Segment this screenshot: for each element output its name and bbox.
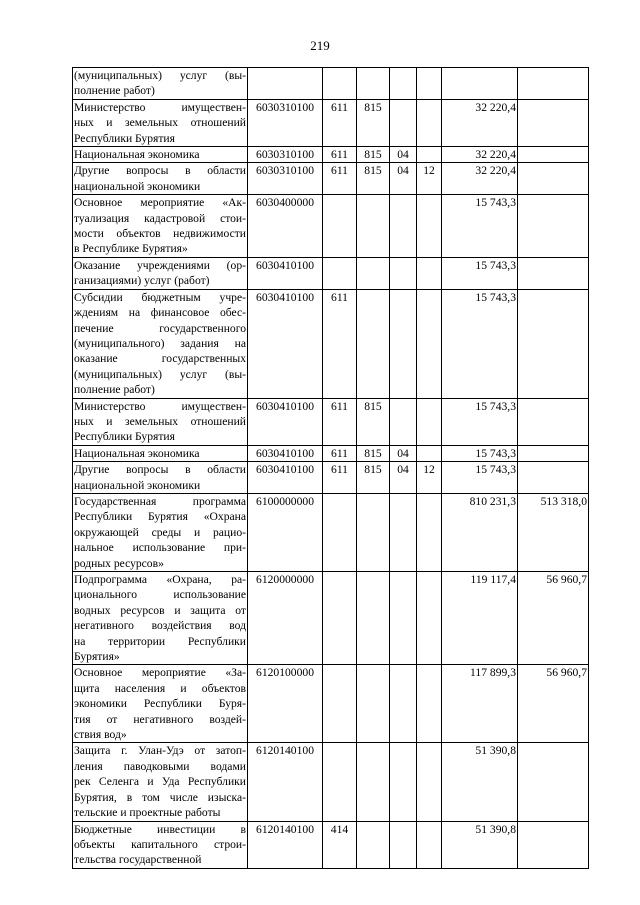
cell-section: 04 (390, 147, 417, 163)
cell-line: ных и земельных отношений (74, 414, 246, 428)
cell-ministry-code: 815 (357, 398, 390, 445)
cell-amount-federal (518, 821, 589, 868)
cell-amount-federal: 513 318,0 (518, 493, 589, 571)
cell-section (390, 68, 417, 100)
cell-subsection (417, 398, 442, 445)
cell-section (390, 257, 417, 289)
cell-line: национальной экономики (74, 478, 201, 492)
cell-subsection (417, 821, 442, 868)
cell-line: (муниципальных) услуг (вы- (74, 367, 246, 381)
cell-line: ционального использование (74, 588, 246, 602)
cell-subsection (417, 257, 442, 289)
table-row (73, 398, 589, 445)
table-row (73, 68, 589, 100)
cell-subsection (417, 99, 442, 146)
cell-target-code: 6030310100 (248, 147, 323, 163)
cell-target-code: 6120140100 (248, 821, 323, 868)
cell-target-code: 6030400000 (248, 195, 323, 258)
cell-ministry-code (357, 68, 390, 100)
cell-line: ных и земельных отношений (74, 116, 246, 130)
cell-amount-federal (518, 99, 589, 146)
table-row (73, 493, 589, 571)
cell-expense-type: 611 (323, 289, 357, 398)
cell-line: Министерство имуществен- (74, 399, 246, 413)
cell-line: мости объектов недвижимости (74, 227, 246, 241)
cell-line: Бурятия» (74, 650, 120, 664)
cell-ministry-code (357, 572, 390, 665)
cell-line: печение государственного (74, 321, 246, 335)
cell-line: экономики Республики Буря- (74, 697, 246, 711)
cell-section (390, 572, 417, 665)
cell-amount-federal (518, 398, 589, 445)
cell-amount: 15 743,3 (442, 462, 518, 494)
cell-amount-federal (518, 163, 589, 195)
cell-line: водных ресурсов и защита от (74, 603, 246, 617)
cell-target-code: 6030410100 (248, 462, 323, 494)
cell-line: национальной экономики (74, 179, 201, 193)
cell-ministry-code: 815 (357, 445, 390, 461)
cell-section: 04 (390, 163, 417, 195)
cell-line: оказание государственных (74, 352, 246, 366)
cell-subsection (417, 289, 442, 398)
page-number: 219 (310, 38, 330, 53)
cell-expense-type (323, 257, 357, 289)
cell-amount (442, 68, 518, 100)
cell-amount-federal (518, 743, 589, 821)
cell-subsection (417, 493, 442, 571)
cell-line: полнение работ) (74, 383, 155, 397)
table-row (73, 743, 589, 821)
cell-subsection (417, 572, 442, 665)
cell-name (73, 163, 248, 195)
cell-amount: 810 231,3 (442, 493, 518, 571)
cell-expense-type (323, 68, 357, 100)
cell-line: Государственная программа (74, 494, 246, 508)
cell-line: туализация кадастровой стои- (74, 211, 246, 225)
cell-line: Республики Бурятия (74, 430, 175, 444)
cell-amount-federal: 56 960,7 (518, 572, 589, 665)
cell-line: объекты капитального строи- (74, 837, 246, 851)
cell-line: тельские и проектные работы (74, 806, 221, 820)
cell-line: Оказание учреждениями (ор- (74, 258, 246, 272)
cell-expense-type (323, 195, 357, 258)
cell-name (73, 743, 248, 821)
cell-subsection (417, 195, 442, 258)
cell-ministry-code: 815 (357, 147, 390, 163)
cell-subsection (417, 147, 442, 163)
cell-subsection (417, 665, 442, 743)
cell-name (73, 99, 248, 146)
cell-amount: 15 743,3 (442, 398, 518, 445)
cell-amount: 15 743,3 (442, 257, 518, 289)
cell-name (73, 665, 248, 743)
cell-line: тельства государственной (74, 853, 202, 867)
cell-subsection: 12 (417, 163, 442, 195)
cell-amount-federal: 56 960,7 (518, 665, 589, 743)
cell-section (390, 99, 417, 146)
cell-target-code: 6030310100 (248, 163, 323, 195)
cell-section (390, 398, 417, 445)
cell-line: Национальная экономика (74, 446, 200, 460)
cell-target-code: 6120100000 (248, 665, 323, 743)
cell-amount: 32 220,4 (442, 99, 518, 146)
cell-line: ждениям на финансовое обес- (74, 306, 246, 320)
cell-amount-federal (518, 257, 589, 289)
cell-line: (муниципального) задания на (74, 336, 246, 350)
cell-section (390, 743, 417, 821)
cell-line: нальное использование при- (74, 541, 246, 555)
cell-line: ганизациями) услуг (работ) (74, 274, 210, 288)
cell-line: Другие вопросы в области (74, 463, 246, 477)
cell-expense-type: 611 (323, 445, 357, 461)
cell-ministry-code: 815 (357, 99, 390, 146)
cell-ministry-code (357, 257, 390, 289)
cell-expense-type (323, 572, 357, 665)
cell-name (73, 147, 248, 163)
cell-subsection: 12 (417, 462, 442, 494)
cell-ministry-code (357, 821, 390, 868)
cell-name (73, 257, 248, 289)
table-row (73, 572, 589, 665)
cell-target-code: 6120000000 (248, 572, 323, 665)
table-row (73, 462, 589, 494)
cell-line: Министерство имуществен- (74, 100, 246, 114)
cell-line: (муниципальных) услуг (вы- (74, 69, 246, 82)
cell-section (390, 665, 417, 743)
table-row (73, 195, 589, 258)
cell-expense-type (323, 493, 357, 571)
cell-amount: 119 117,4 (442, 572, 518, 665)
cell-amount: 32 220,4 (442, 147, 518, 163)
cell-expense-type: 611 (323, 99, 357, 146)
cell-line: тия от негативного воздей- (74, 712, 246, 726)
cell-name (73, 462, 248, 494)
cell-line: ствия вод» (74, 728, 127, 742)
cell-line: негативного воздействия вод (74, 619, 246, 633)
cell-line: Основное мероприятие «Ак- (74, 196, 246, 210)
cell-target-code: 6120140100 (248, 743, 323, 821)
cell-amount-federal (518, 147, 589, 163)
cell-amount: 51 390,8 (442, 743, 518, 821)
cell-ministry-code (357, 665, 390, 743)
cell-ministry-code: 815 (357, 163, 390, 195)
cell-line: Бюджетные инвестиции в (74, 822, 246, 836)
cell-line: Национальная экономика (74, 148, 200, 162)
cell-amount: 51 390,8 (442, 821, 518, 868)
cell-amount: 15 743,3 (442, 289, 518, 398)
cell-expense-type: 414 (323, 821, 357, 868)
cell-line: родных ресурсов» (74, 556, 164, 570)
cell-section: 04 (390, 462, 417, 494)
cell-expense-type: 611 (323, 163, 357, 195)
cell-target-code (248, 68, 323, 100)
table-row (73, 821, 589, 868)
cell-section (390, 195, 417, 258)
cell-line: полнение работ) (74, 84, 155, 98)
table-row (73, 665, 589, 743)
cell-target-code: 6030410100 (248, 289, 323, 398)
cell-amount: 15 743,3 (442, 445, 518, 461)
cell-subsection (417, 68, 442, 100)
cell-line: Субсидии бюджетным учре- (74, 290, 246, 304)
cell-line: Республики Бурятия «Охрана (74, 510, 246, 524)
cell-name (73, 68, 248, 100)
cell-name (73, 572, 248, 665)
table-row (73, 163, 589, 195)
cell-expense-type: 611 (323, 462, 357, 494)
cell-section (390, 289, 417, 398)
cell-amount-federal (518, 445, 589, 461)
cell-expense-type (323, 743, 357, 821)
cell-line: щита населения и объектов (74, 681, 246, 695)
cell-expense-type (323, 665, 357, 743)
cell-line: рек Селенга и Уда Республики (74, 775, 246, 789)
cell-line: Подпрограмма «Охрана, ра- (74, 573, 246, 586)
table-row (73, 257, 589, 289)
cell-line: Основное мероприятие «За- (74, 666, 246, 680)
cell-line: окружающей среды и рацио- (74, 525, 246, 539)
cell-name (73, 195, 248, 258)
cell-expense-type: 611 (323, 147, 357, 163)
table-row (73, 147, 589, 163)
cell-amount-federal (518, 195, 589, 258)
cell-ministry-code (357, 289, 390, 398)
cell-amount: 15 743,3 (442, 195, 518, 258)
cell-amount: 117 899,3 (442, 665, 518, 743)
cell-line: Бурятия, в том числе изыска- (74, 790, 246, 804)
cell-target-code: 6030410100 (248, 257, 323, 289)
cell-section: 04 (390, 445, 417, 461)
cell-ministry-code: 815 (357, 462, 390, 494)
budget-table (72, 67, 589, 869)
cell-line: Другие вопросы в области (74, 164, 246, 178)
cell-ministry-code (357, 493, 390, 571)
cell-amount: 32 220,4 (442, 163, 518, 195)
cell-amount-federal (518, 462, 589, 494)
cell-line: в Республике Бурятия» (74, 242, 188, 256)
cell-name (73, 398, 248, 445)
cell-name (73, 289, 248, 398)
cell-target-code: 6030410100 (248, 445, 323, 461)
cell-subsection (417, 445, 442, 461)
cell-amount-federal (518, 68, 589, 100)
cell-subsection (417, 743, 442, 821)
cell-line: на территории Республики (74, 634, 246, 648)
cell-target-code: 6100000000 (248, 493, 323, 571)
table-row (73, 99, 589, 146)
cell-section (390, 821, 417, 868)
cell-name (73, 445, 248, 461)
cell-name (73, 493, 248, 571)
cell-amount-federal (518, 289, 589, 398)
cell-expense-type: 611 (323, 398, 357, 445)
table-row (73, 289, 589, 398)
cell-ministry-code (357, 195, 390, 258)
cell-name (73, 821, 248, 868)
cell-target-code: 6030310100 (248, 99, 323, 146)
table-row (73, 445, 589, 461)
cell-ministry-code (357, 743, 390, 821)
cell-line: Защита г. Улан-Удэ от затоп- (74, 744, 246, 758)
cell-line: ления паводковыми водами (74, 759, 246, 773)
cell-target-code: 6030410100 (248, 398, 323, 445)
cell-section (390, 493, 417, 571)
cell-line: Республики Бурятия (74, 131, 175, 145)
